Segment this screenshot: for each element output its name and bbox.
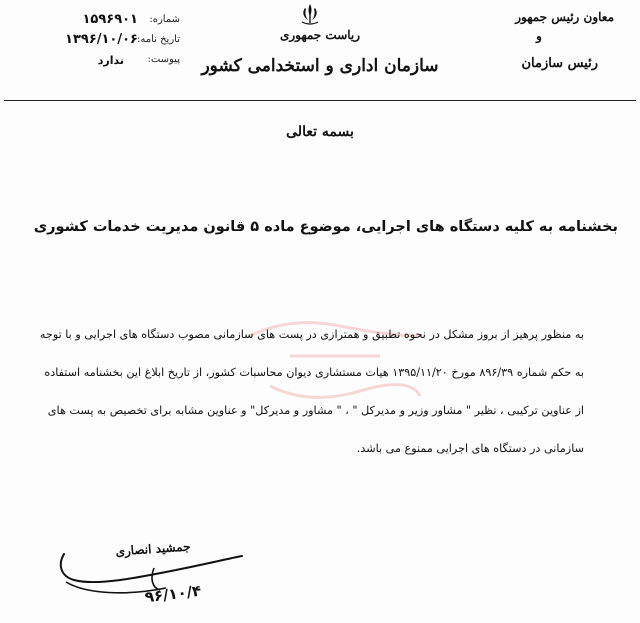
issuer-line-1: معاون رئیس جمهور	[515, 10, 614, 24]
body-line: به حکم شماره ۸۹۶/۳۹ مورخ ۱۳۹۵/۱۱/۲۰ هیات مستشاری دیوان محاسبات کشور، از تاریخ ابلاغ این بخشنامه استفاده	[44, 366, 584, 379]
handwritten-date: ۹۶/۱۰/۴	[143, 581, 203, 607]
issuer-line-3: رئیس سازمان	[521, 56, 598, 72]
signer-name: جمشید انصاری	[115, 539, 191, 559]
issuer-line-2: و	[536, 29, 542, 44]
letter-subject: بخشنامه به کلیه دستگاه های اجرایی، موضوع ماده ۵ قانون مدیریت خدمات کشوری	[33, 219, 618, 235]
body-line: سازمانی در دستگاه های اجرایی ممنوع می باشد.	[356, 442, 584, 455]
meta-attachment-row	[30, 54, 180, 74]
issuer-title-block	[504, 8, 614, 75]
meta-date-label: تاریخ نامه:	[137, 34, 180, 45]
invocation: بسمه تعالی	[286, 124, 354, 140]
iran-emblem-icon	[296, 2, 324, 26]
meta-number-value: ۱۵۹۶۹۰۱	[82, 12, 138, 27]
body-line: از عناوین ترکیبی ، نظیر " مشاور وزیر و مدیرکل " ، " مشاور و مدیرکل" و عناوین مشابه برای تخصیص به پست های	[47, 404, 584, 417]
header-divider	[4, 100, 636, 101]
meta-date-value: ۱۳۹۶/۱۰/۰۶	[65, 32, 138, 47]
letter-meta	[30, 14, 180, 74]
presidency-title: ریاست جمهوری	[279, 28, 361, 42]
meta-number-label: شماره:	[149, 14, 180, 25]
meta-attachment-value: ندارد	[97, 54, 124, 67]
letter-body	[39, 316, 584, 468]
meta-attachment-label: پیوست:	[147, 54, 180, 65]
meta-number-row	[30, 14, 180, 34]
organization-title: سازمان اداری و استخدامی کشور	[201, 56, 439, 76]
body-line: به منظور پرهیز از بروز مشکل در نحوه تطبیق و همترازی در پست های سازمانی مصوب دستگاه های اجرایی و با توجه	[39, 328, 584, 341]
meta-date-row	[30, 34, 180, 54]
